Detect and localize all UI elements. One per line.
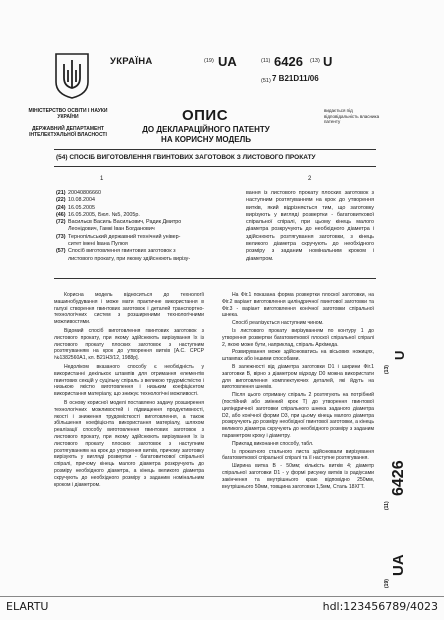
claim-text: вання із листового прокату плоских заготовок з наступним розтягуванням на крок до утворення витків, який відрізняється тим, що заготовку вирізують у вигляді розвертки - багатовиткової спіральної спіралі, при цьому кінець малого діаметра розкручують до необхідного діаметра і здійснюють розтягування заготовки, з кінець великого діаметра скручують до необхідного розміру з заданим номінальним кроком і діаметром. bbox=[246, 190, 374, 262]
biblio-row: (21) 20040806660 bbox=[56, 190, 101, 196]
side-country: UA bbox=[390, 554, 407, 576]
side-code-19: (19) bbox=[384, 579, 390, 588]
side-number: 6426 bbox=[390, 460, 407, 496]
side-identifier bbox=[384, 300, 406, 590]
description-right-column bbox=[222, 292, 374, 490]
footer-divider bbox=[0, 596, 444, 597]
paragraph: Корисна модель відноситься до технології машинобудування і може мати практичне використання в галузі створення гвинтових заготовок і деталей транспортно-технологічних систем з розширеними технологічними можливостями. bbox=[54, 292, 204, 326]
inid-code-13: (13) bbox=[310, 58, 320, 64]
paragraph: Із прокатного стального листа здійснювали вирізування багатовиткової спіральної спіралі та її наступне розтягування. bbox=[222, 448, 374, 462]
paragraph: Із листового прокату вирізуванням по контуру 1 до утворення розвертки багатовиткової плоскої спіральної спіралі 2, якою може бути, наприклад, спіраль Архімеда. bbox=[222, 327, 374, 348]
document-kind: U bbox=[323, 54, 333, 69]
subtitle-line-2: НА КОРИСНУ МОДЕЛЬ bbox=[161, 135, 251, 144]
department-name: ДЕРЖАВНИЙ ДЕПАРТАМЕНТ ІНТЕЛЕКТУАЛЬНОЇ ВЛАСНОСТІ bbox=[29, 126, 107, 138]
biblio-row: Леонідович, Гамкі Іван Богданович bbox=[68, 226, 155, 233]
bibliographic-data bbox=[56, 190, 236, 263]
document-subtitle bbox=[126, 125, 286, 145]
country-code: UA bbox=[218, 54, 237, 69]
biblio-row: (72) Васильєв Василь Васильович, Радик Дмитро bbox=[56, 219, 182, 226]
title-divider bbox=[54, 166, 376, 167]
paragraph: Недоліком вказаного способу є необхідність у використанні декількох штампів для отримання елементів гвинтових секцій у суцільну спіраль з великою трудомісткістю і низькою якістю виготовлення і низьким коефіцієнтом використання матеріалу, що знижує технологічні можливості. bbox=[54, 363, 204, 398]
document-title: ОПИС bbox=[181, 107, 229, 124]
description-left-column bbox=[54, 292, 204, 488]
biblio-row: (22) 10.08.2004 bbox=[56, 197, 95, 204]
biblio-row: (57) Спосіб виготовлення гвинтових заготовок з bbox=[56, 248, 176, 255]
paragraph: На Фіг.1 показана форма розвертки плоскої заготовки, на Фіг.2 варіант виготовлення циліндричної гвинтової заготовки та Фіг.3 - варіант виготовлення конічної заготовки спіральної шнека. bbox=[222, 292, 374, 319]
paragraph: Ширина витка В - 50мм; кількість витків 4; діаметр спіральної заготовки D1 - у формі рисунку витків із радіусами закінчення та внутрішнього краю відповідно 250мм, внутрішнього 50мм, товщина заготовки 1,5мм, Сталь 18ХГТ. bbox=[222, 463, 374, 490]
paragraph: Спосіб реалізується наступним чином. bbox=[232, 320, 324, 327]
abstract-divider bbox=[54, 278, 376, 279]
ministry-name: МІНІСТЕРСТВО ОСВІТИ І НАУКИ УКРАЇНИ bbox=[28, 108, 108, 120]
country-name: УКРАЇНА bbox=[110, 56, 153, 67]
header-divider bbox=[54, 149, 376, 150]
biblio-row: (73) Тернопільський державний технічний універ- bbox=[56, 233, 181, 240]
column-number-1: 1 bbox=[100, 176, 104, 182]
repository-name: ELARTU bbox=[6, 600, 49, 613]
biblio-row: (46) 16.05.2005, Бюл. №5, 2005р. bbox=[56, 211, 140, 218]
subtitle-line-1: ДО ДЕКЛАРАЦІЙНОГО ПАТЕНТУ bbox=[142, 125, 270, 134]
biblio-row: (24) 16.05.2005 bbox=[56, 204, 95, 211]
biblio-row: листового прокату, при якому здійснюють вирізу- bbox=[68, 255, 191, 262]
ukraine-emblem-icon bbox=[52, 52, 92, 100]
patent-number: 6426 bbox=[274, 54, 303, 69]
inid-code-51: (51) bbox=[261, 78, 271, 84]
paragraph: В основу корисної моделі поставлено задачу розширення технологічних можливостей і підвищення продуктивності, якості і зниження трудомісткості виготовлення, а також збільшення коефіцієнта використання матеріалу, шляхом реалізації способу виготовлення гвинтових заготовок з листового прокату, при якому здійснюють вирізування їх із листового прокату плоских заготовок з наступним розтягуванням на крок до утворення витків, причому заготовку вирізують у вигляді розвертки - багатовиткової спіральної спіралі, причому кінець малого діаметра розкручують до розміру необхідного діаметра, а кінець великого діаметра скручують до необхідного розміру з заданим номінальним кроком і діаметром. bbox=[54, 399, 204, 488]
paragraph: Розвирування може здійснюватись на вiсьових ножицях, штампах або іншими способами. bbox=[222, 349, 374, 363]
inid-code-19: (19) bbox=[204, 58, 214, 64]
paragraph: Після цього отриману спіраль 2 розтягують на потрібний (постійний або змінний крок Т) до утворення гвинтової циліндричної заготовки спірального шнека заданого діаметра D2, або конічної форми D3, при цьому кінець малого діаметра розкручують до розміру необхідної гвинтової заготовки, а кінець великого діаметра скручують до необхідного розміру з заданим параметром кроку і діаметру. bbox=[222, 392, 374, 439]
biblio-row: ситет імені Івана Пулюя bbox=[68, 241, 128, 248]
paragraph: В залежності від діаметра заготовки D1 і ширини Фіг.1 заготовки В, вiрно з діаметром відходу D0 можна використати для виготовлення комплектуючих деталей, які йдуть на виготовлення шнеків. bbox=[222, 363, 374, 391]
handle-identifier: hdl:123456789/4023 bbox=[322, 600, 438, 613]
side-code-13: (13) bbox=[384, 365, 390, 374]
side-code-11: (11) bbox=[384, 501, 390, 510]
side-kind: U bbox=[392, 350, 407, 360]
inid-code-11: (11) bbox=[261, 58, 271, 64]
invention-title: (54) СПОСІБ ВИГОТОВЛЕННЯ ГВИНТОВИХ ЗАГОТОВОК З ЛИСТОВОГО ПРОКАТУ bbox=[56, 154, 316, 161]
paragraph: Приклад виконання способу, табл. bbox=[232, 440, 314, 447]
paragraph: Відомий спосіб виготовлення гвинтових заготовок з листового прокату, при якому здійснюють вирізування їх із листового прокату плоских заготовок з наступним розтягуванням на крок до утворення витків [А.С. СРСР №1382560А1, кл. В21Н3/12, 1988р]. bbox=[54, 327, 204, 362]
publisher-note: видається під відповідальність власника патенту bbox=[324, 108, 380, 124]
ipc-classification: 7 B21D11/06 bbox=[272, 74, 319, 83]
column-number-2: 2 bbox=[308, 176, 312, 182]
